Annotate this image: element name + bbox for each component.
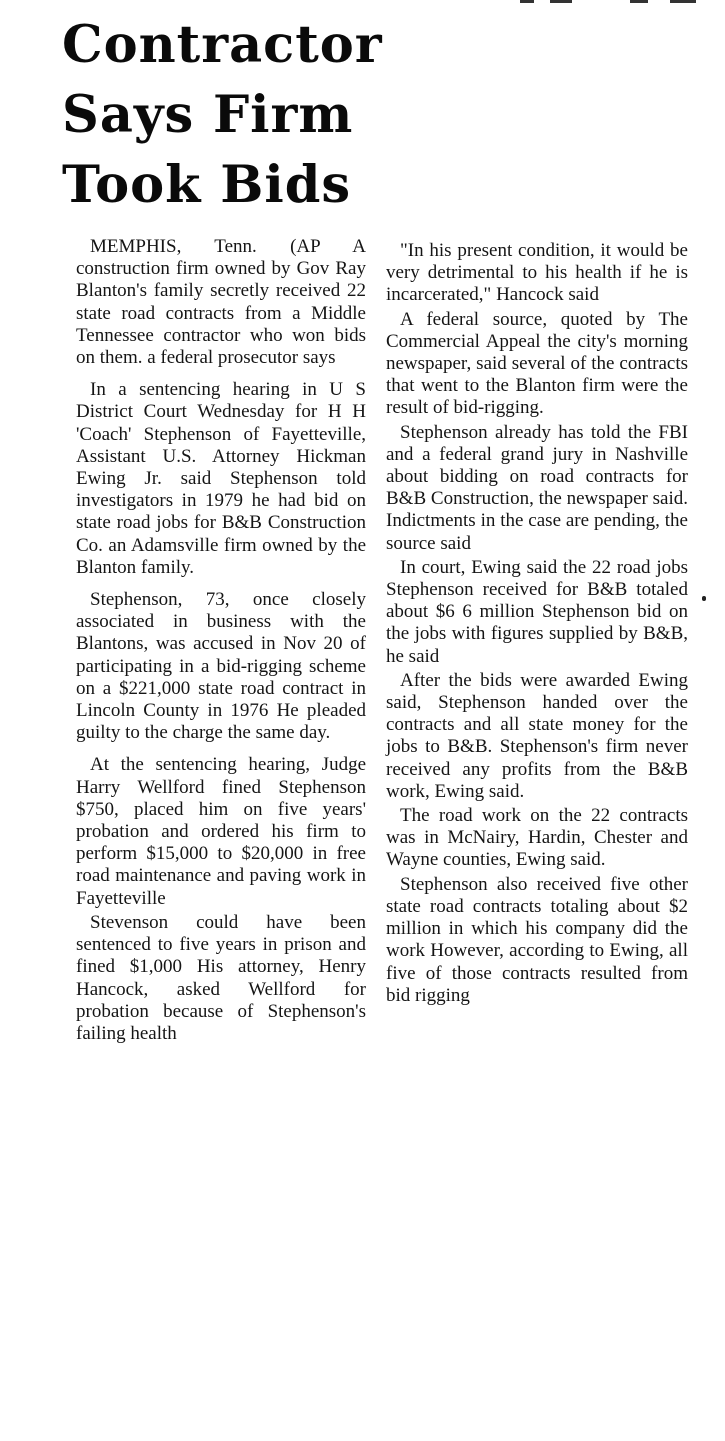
paragraph: After the bids were awarded Ewing said, Stephenson handed over the contracts and all state money for the jobs to B&B. Stephenson's firm never received any profits from the B&B work, Ewing said. xyxy=(386,669,688,802)
paragraph: Stevenson could have been sentenced to five years in prison and fined $1,000 His attorney, Henry Hancock, asked Wellford for probation because of Stephenson's failing health xyxy=(76,911,366,1044)
article-column-left xyxy=(76,236,366,1055)
headline xyxy=(62,10,382,220)
print-speck xyxy=(702,596,706,601)
paragraph: In a sentencing hearing in U S District Court Wednesday for H H 'Coach' Stephenson of Fayetteville, Assistant U.S. Attorney Hickman Ewing Jr. said Stephenson told investigators in 1979 he had bid on state road jobs for B&B Construction Co. an Adamsville firm owned by the Blanton family. xyxy=(76,379,366,578)
paragraph: At the sentencing hearing, Judge Harry Wellford fined Stephenson $750, placed him on five years' probation and ordered his firm to perform $15,000 to $20,000 in free road maintenance and paving work in Fayetteville xyxy=(76,754,366,909)
paragraph: Stephenson already has told the FBI and a federal grand jury in Nashville about bidding on road contracts for B&B Construction, the newspaper said. Indictments in the case are pending, the source said xyxy=(386,421,688,554)
cropped-text-fragment xyxy=(510,0,710,4)
article-column-right xyxy=(386,240,688,1009)
headline-line-2: Says Firm xyxy=(62,85,354,145)
headline-line-1: Contractor xyxy=(62,15,383,75)
paragraph: "In his present condition, it would be very detrimental to his health if he is incarcerated," Hancock said xyxy=(386,240,688,306)
paragraph: Stephenson also received five other state road contracts totaling about $2 million in which his company did the work However, according to Ewing, all five of those contracts resulted from bid rigging xyxy=(386,873,688,1006)
paragraph: In court, Ewing said the 22 road jobs Stephenson received for B&B totaled about $6 6 million Stephenson bid on the jobs with figures supplied by B&B, he said xyxy=(386,556,688,667)
paragraph: The road work on the 22 contracts was in McNairy, Hardin, Chester and Wayne counties, Ewing said. xyxy=(386,805,688,871)
headline-line-3: Took Bids xyxy=(62,155,352,215)
paragraph-dateline: MEMPHIS, Tenn. (AP A construction firm owned by Gov Ray Blanton's family secretly received 22 state road contracts from a Middle Tennessee contractor who won bids on them. a federal prosecutor says xyxy=(76,236,366,369)
paragraph: Stephenson, 73, once closely associated in business with the Blantons, was accused in Nov 20 of participating in a bid-rigging scheme on a $221,000 state road contract in Lincoln County in 1976 He pleaded guilty to the charge the same day. xyxy=(76,589,366,744)
paragraph: A federal source, quoted by The Commercial Appeal the city's morning newspaper, said several of the contracts that went to the Blanton firm were the result of bid-rigging. xyxy=(386,308,688,419)
